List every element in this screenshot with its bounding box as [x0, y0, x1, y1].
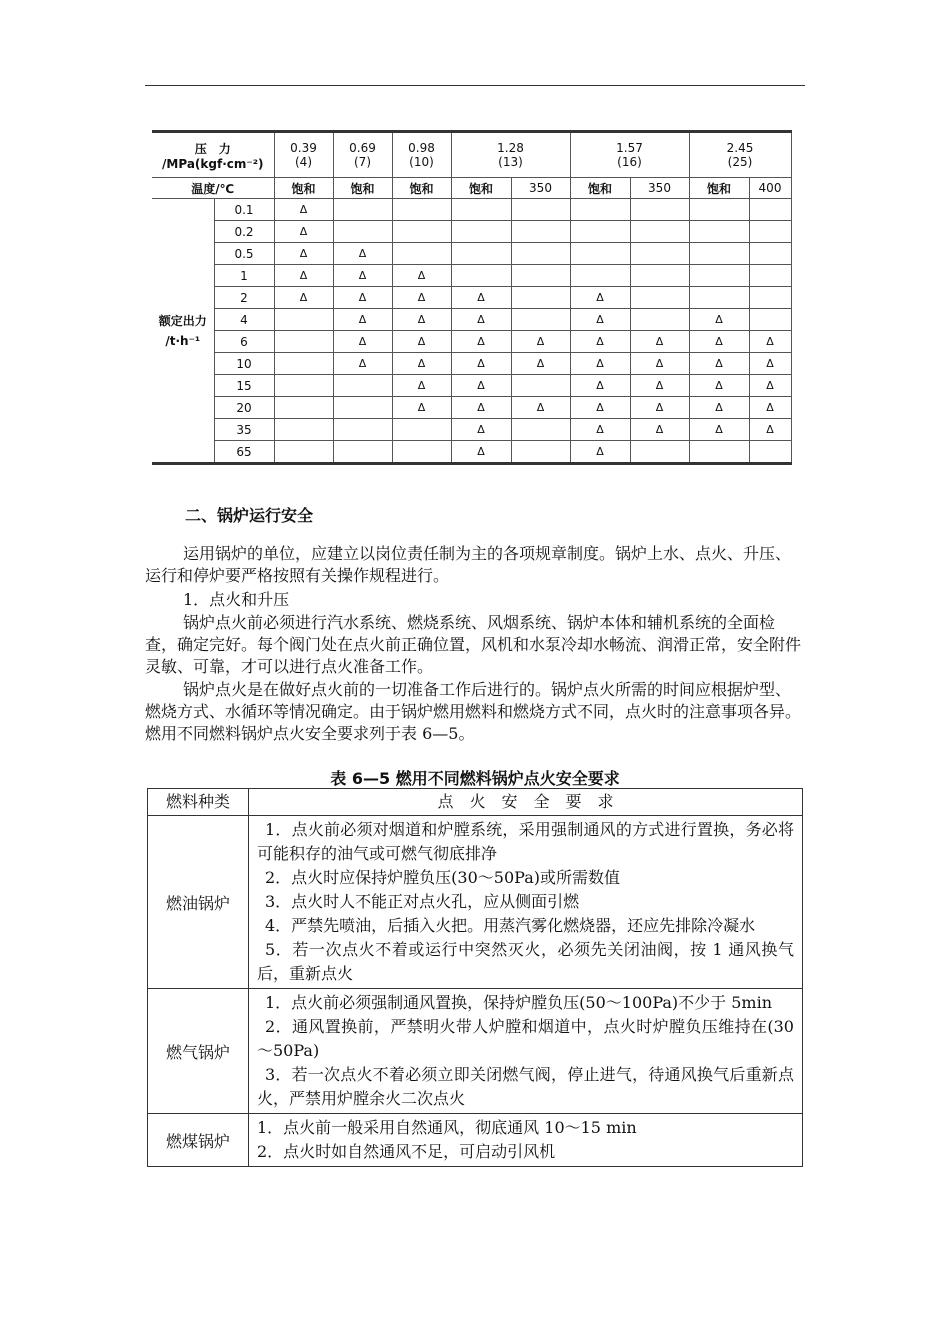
empty-cell — [689, 265, 749, 287]
paragraph-3: 锅炉点火是在做好点火前的一切准备工作后进行的。锅炉点火所需的时间应根据炉型、燃烧方式、水循环等情况确定。由于锅炉燃用燃料和燃烧方式不同，点火时的注意事项各异。燃用不同燃料锅炉点火安全要求列于表 6—5。 — [145, 680, 802, 743]
empty-cell — [511, 243, 570, 265]
pressure-mpa: 0.98 — [408, 141, 435, 155]
applicable-mark: Δ — [274, 221, 333, 243]
applicable-mark: Δ — [749, 397, 791, 419]
table-row — [152, 397, 791, 419]
requirement-item: 4．严禁先喷油，后插入火把。用蒸汽雾化燃烧器，还应先排除冷凝水 — [265, 916, 756, 935]
pressure-mpa: 2.45 — [726, 141, 754, 155]
empty-cell — [749, 243, 791, 265]
requirement-item: 5．若一次点火不着或运行中突然灭火，必须先关闭油阀，按 1 通风换气后，重新点火 — [257, 940, 794, 983]
empty-cell — [511, 287, 570, 309]
temperature-col-header: 饱和 — [570, 178, 630, 199]
temperature-col-header: 350 — [630, 178, 689, 199]
empty-cell — [570, 221, 630, 243]
table-row — [148, 816, 803, 989]
table-row — [152, 441, 791, 464]
applicable-mark: Δ — [392, 397, 451, 419]
applicable-mark: Δ — [630, 331, 689, 353]
rated-output-value: 15 — [214, 375, 274, 397]
table-caption: 表 6—5 燃用不同燃料锅炉点火安全要求 — [330, 769, 620, 788]
table-row — [152, 221, 791, 243]
applicable-mark: Δ — [451, 441, 511, 464]
section-title: 二、锅炉运行安全 — [185, 506, 314, 525]
temperature-col-header: 饱和 — [333, 178, 392, 199]
applicable-mark: Δ — [689, 309, 749, 331]
applicable-mark: Δ — [570, 331, 630, 353]
empty-cell — [749, 287, 791, 309]
applicable-mark: Δ — [392, 353, 451, 375]
rated-output-value: 65 — [214, 441, 274, 464]
pressure-kgf: (13) — [498, 155, 523, 169]
rated-output-label — [152, 199, 214, 464]
pressure-mpa: 0.39 — [290, 141, 317, 155]
pressure-label-line: 压 力 — [194, 141, 231, 156]
temperature-col-header: 350 — [511, 178, 570, 199]
empty-cell — [333, 441, 392, 464]
empty-cell — [511, 199, 570, 221]
applicable-mark: Δ — [333, 331, 392, 353]
empty-cell — [392, 199, 451, 221]
empty-cell — [630, 243, 689, 265]
applicable-mark: Δ — [451, 397, 511, 419]
rated-output-value: 4 — [214, 309, 274, 331]
applicable-mark: Δ — [630, 375, 689, 397]
paragraph-2: 锅炉点火前必须进行汽水系统、燃烧系统、风烟系统、锅炉本体和辅机系统的全面检查，确定完好。每个阀门处在点火前正确位置，风机和水泵冷却水畅流、润滑正常，安全附件灵敏、可靠，才可以进行点火准备工作。 — [145, 613, 802, 676]
fuel-type: 燃煤锅炉 — [148, 1114, 249, 1167]
empty-cell — [630, 265, 689, 287]
empty-cell — [689, 243, 749, 265]
empty-cell — [392, 441, 451, 464]
table-row — [152, 419, 791, 441]
applicable-mark: Δ — [689, 353, 749, 375]
empty-cell — [274, 419, 333, 441]
pressure-col-header — [392, 132, 451, 178]
applicable-mark: Δ — [570, 441, 630, 464]
rated-output-value: 0.5 — [214, 243, 274, 265]
applicable-mark: Δ — [333, 287, 392, 309]
applicable-mark: Δ — [570, 353, 630, 375]
empty-cell — [630, 287, 689, 309]
temperature-col-header: 饱和 — [689, 178, 749, 199]
applicable-mark: Δ — [511, 397, 570, 419]
empty-cell — [392, 243, 451, 265]
pressure-col-header — [274, 132, 333, 178]
fuel-type: 燃油锅炉 — [148, 816, 249, 989]
rated-output-value: 20 — [214, 397, 274, 419]
rated-output-label-line: 额定出力 — [158, 313, 207, 328]
applicable-mark: Δ — [570, 287, 630, 309]
empty-cell — [511, 265, 570, 287]
applicable-mark: Δ — [511, 353, 570, 375]
requirement-item: 3．若一次点火不着必须立即关闭燃气阀，停止进气，待通风换气后重新点火，严禁用炉膛余火二次点火 — [257, 1065, 794, 1108]
pressure-mpa: 1.28 — [497, 141, 524, 155]
temperature-header-row — [152, 178, 791, 199]
applicable-mark: Δ — [749, 375, 791, 397]
empty-cell — [333, 397, 392, 419]
pressure-col-header — [451, 132, 570, 178]
pressure-mpa: 1.57 — [616, 141, 643, 155]
requirements-cell — [249, 989, 803, 1114]
applicable-mark: Δ — [392, 375, 451, 397]
temperature-col-header: 饱和 — [392, 178, 451, 199]
requirement-item: 1．点火前必须对烟道和炉膛系统，采用强制通风的方式进行置换，务必将可能积存的油气或可燃气彻底排净 — [257, 820, 794, 863]
empty-cell — [630, 309, 689, 331]
pressure-label-line: /MPa(kgf·cm⁻²) — [162, 156, 264, 171]
applicable-mark: Δ — [451, 331, 511, 353]
empty-cell — [689, 287, 749, 309]
pressure-col-header — [570, 132, 689, 178]
empty-cell — [749, 441, 791, 464]
applicable-mark: Δ — [630, 353, 689, 375]
empty-cell — [274, 397, 333, 419]
table-row — [152, 243, 791, 265]
empty-cell — [689, 441, 749, 464]
applicable-mark: Δ — [749, 353, 791, 375]
temperature-col-header: 饱和 — [451, 178, 511, 199]
requirements-cell — [249, 1114, 803, 1167]
applicable-mark: Δ — [570, 419, 630, 441]
applicable-mark: Δ — [630, 397, 689, 419]
empty-cell — [749, 199, 791, 221]
empty-cell — [630, 221, 689, 243]
empty-cell — [274, 309, 333, 331]
fuel-type: 燃气锅炉 — [148, 989, 249, 1114]
ignition-requirements-table — [147, 788, 803, 1167]
table-row — [152, 353, 791, 375]
requirement-item: 2．点火时如自然通风不足，可启动引风机 — [257, 1142, 556, 1161]
empty-cell — [511, 441, 570, 464]
applicable-mark: Δ — [570, 397, 630, 419]
requirement-item: 3．点火时人不能正对点火孔，应从侧面引燃 — [265, 892, 580, 911]
applicable-mark: Δ — [274, 265, 333, 287]
applicable-mark: Δ — [451, 419, 511, 441]
requirement-item: 1．点火前必须强制通风置换，保持炉膛负压(50～100Pa)不少于 5min — [265, 993, 773, 1012]
applicable-mark: Δ — [630, 419, 689, 441]
applicable-mark: Δ — [392, 331, 451, 353]
applicable-mark: Δ — [689, 397, 749, 419]
empty-cell — [274, 353, 333, 375]
pressure-header-row — [152, 132, 791, 178]
empty-cell — [749, 221, 791, 243]
applicable-mark: Δ — [333, 243, 392, 265]
empty-cell — [333, 375, 392, 397]
applicable-mark: Δ — [333, 353, 392, 375]
temperature-label: 温度/℃ — [152, 178, 274, 199]
empty-cell — [749, 265, 791, 287]
empty-cell — [689, 199, 749, 221]
empty-cell — [630, 441, 689, 464]
applicable-mark: Δ — [333, 265, 392, 287]
table-row — [152, 199, 791, 221]
empty-cell — [451, 199, 511, 221]
table-row — [152, 331, 791, 353]
empty-cell — [392, 419, 451, 441]
rated-output-label-line: /t·h⁻¹ — [165, 333, 201, 348]
empty-cell — [630, 199, 689, 221]
empty-cell — [689, 221, 749, 243]
requirement-item: 1．点火前一般采用自然通风，彻底通风 10～15 min — [257, 1118, 637, 1137]
table-row — [152, 309, 791, 331]
temperature-col-header: 饱和 — [274, 178, 333, 199]
applicable-mark: Δ — [689, 419, 749, 441]
applicable-mark: Δ — [689, 331, 749, 353]
empty-cell — [570, 199, 630, 221]
empty-cell — [274, 331, 333, 353]
pressure-col-header — [333, 132, 392, 178]
applicable-mark: Δ — [392, 309, 451, 331]
applicable-mark: Δ — [333, 309, 392, 331]
empty-cell — [451, 221, 511, 243]
requirement-item: 2．点火时应保持炉膛负压(30～50Pa)或所需数值 — [265, 868, 620, 887]
requirements-cell — [249, 816, 803, 989]
applicable-mark: Δ — [451, 353, 511, 375]
pressure-kgf: (7) — [354, 155, 371, 169]
empty-cell — [511, 309, 570, 331]
applicable-mark: Δ — [749, 419, 791, 441]
empty-cell — [570, 243, 630, 265]
applicable-mark: Δ — [689, 375, 749, 397]
boiler-spec-table — [152, 130, 792, 465]
rated-output-value: 10 — [214, 353, 274, 375]
applicable-mark: Δ — [749, 331, 791, 353]
applicable-mark: Δ — [392, 287, 451, 309]
item-heading: 1．点火和升压 — [183, 590, 290, 609]
table-row — [148, 989, 803, 1114]
applicable-mark: Δ — [274, 243, 333, 265]
empty-cell — [451, 243, 511, 265]
empty-cell — [333, 419, 392, 441]
empty-cell — [392, 221, 451, 243]
rated-output-value: 1 — [214, 265, 274, 287]
empty-cell — [333, 221, 392, 243]
applicable-mark: Δ — [274, 199, 333, 221]
empty-cell — [511, 221, 570, 243]
table-row — [148, 1114, 803, 1167]
empty-cell — [274, 441, 333, 464]
pressure-mpa: 0.69 — [349, 141, 376, 155]
pressure-kgf: (25) — [727, 155, 753, 169]
empty-cell — [570, 265, 630, 287]
rated-output-value: 35 — [214, 419, 274, 441]
empty-cell — [749, 309, 791, 331]
applicable-mark: Δ — [274, 287, 333, 309]
pressure-col-header — [689, 132, 791, 178]
rated-output-value: 6 — [214, 331, 274, 353]
rated-output-value: 2 — [214, 287, 274, 309]
col-header-fuel: 燃料种类 — [148, 789, 249, 816]
pressure-kgf: (10) — [409, 155, 434, 169]
table-row — [152, 375, 791, 397]
applicable-mark: Δ — [392, 265, 451, 287]
applicable-mark: Δ — [570, 309, 630, 331]
header-rule — [145, 85, 805, 86]
empty-cell — [451, 265, 511, 287]
requirement-item: 2．通风置换前，严禁明火带人炉膛和烟道中，点火时炉膛负压维持在(30～50Pa) — [257, 1017, 794, 1060]
empty-cell — [333, 199, 392, 221]
pressure-label — [152, 132, 274, 178]
col-header-requirements: 点 火 安 全 要 求 — [249, 789, 803, 816]
empty-cell — [511, 375, 570, 397]
table-row — [152, 287, 791, 309]
applicable-mark: Δ — [451, 287, 511, 309]
rated-output-value: 0.2 — [214, 221, 274, 243]
rated-output-value: 0.1 — [214, 199, 274, 221]
applicable-mark: Δ — [511, 331, 570, 353]
pressure-kgf: (4) — [295, 155, 312, 169]
empty-cell — [511, 419, 570, 441]
applicable-mark: Δ — [570, 375, 630, 397]
temperature-col-header: 400 — [749, 178, 791, 199]
empty-cell — [274, 375, 333, 397]
pressure-kgf: (16) — [617, 155, 642, 169]
applicable-mark: Δ — [451, 375, 511, 397]
applicable-mark: Δ — [451, 309, 511, 331]
table-row — [152, 265, 791, 287]
paragraph-1: 运用锅炉的单位，应建立以岗位责任制为主的各项规章制度。锅炉上水、点火、升压、运行和停炉要严格按照有关操作规程进行。 — [145, 544, 792, 585]
